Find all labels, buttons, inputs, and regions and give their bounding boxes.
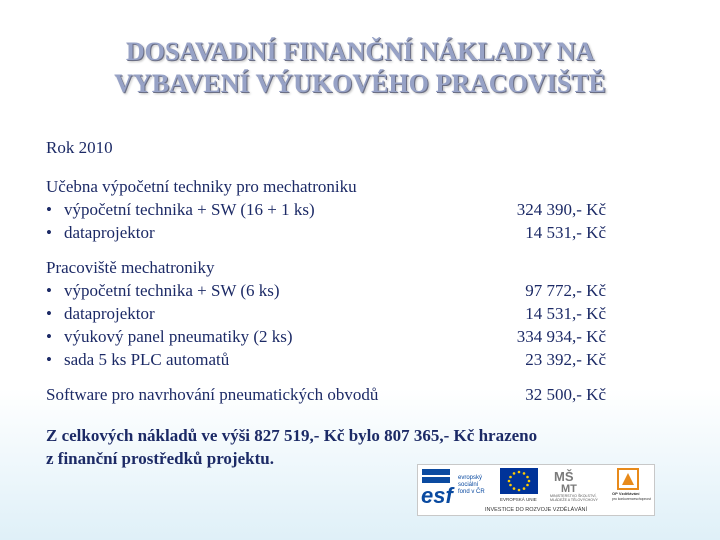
bullet-icon: • (46, 281, 52, 300)
esf-mark: esf (421, 483, 453, 508)
op-vk-logo (612, 469, 651, 501)
list-item (46, 198, 606, 221)
bullet-icon: • (46, 223, 52, 242)
item-label: výpočetní technika + SW (6 ks) (64, 281, 280, 300)
op-text-2: pro konkurenceschopnost (612, 497, 651, 501)
bullet-icon: • (46, 327, 52, 346)
item-amount: 23 392,- Kč (525, 350, 606, 369)
cost-list (46, 136, 606, 406)
title-line-2: VYBAVENÍ VÝUKOVÉHO PRACOVIŠTĚ (114, 69, 606, 98)
bullet-icon: • (46, 200, 52, 219)
msmt-text-2: MLÁDEŽE A TĚLOVÝCHOVY (550, 498, 598, 502)
msmt-text-1: MINISTERSTVO ŠKOLSTVÍ, (550, 494, 597, 498)
logos-footer: INVESTICE DO ROZVOJE VZDĚLÁVÁNÍ (484, 507, 588, 513)
item-amount: 14 531,- Kč (525, 223, 606, 242)
esf-text-1: evropský (458, 475, 483, 481)
item-label: sada 5 ks PLC automatů (64, 350, 230, 369)
bullet-icon: • (46, 304, 52, 323)
slide-title (40, 36, 680, 100)
list-item (46, 302, 606, 325)
item-label: dataprojektor (64, 304, 155, 323)
summary-line-2: z finanční prostředků projektu. (46, 449, 274, 468)
title-line-1: DOSAVADNÍ FINANČNÍ NÁKLADY NA (125, 37, 595, 66)
software-row (46, 383, 606, 406)
list-item (46, 348, 606, 371)
summary-line-1: Z celkových nákladů ve výši 827 519,- Kč bylo 807 365,- Kč hrazeno (46, 426, 538, 445)
item-label: výpočetní technika + SW (16 + 1 ks) (64, 200, 315, 219)
item-amount: 334 934,- Kč (516, 327, 606, 346)
item-amount: 324 390,- Kč (516, 200, 606, 219)
list-item (46, 325, 606, 348)
funding-logos (417, 464, 655, 516)
item-amount: 97 772,- Kč (525, 281, 606, 300)
cost-group-pracoviste (46, 256, 606, 371)
item-label: dataprojektor (64, 223, 155, 242)
cost-group-ucebna (46, 175, 606, 244)
eu-flag-logo (500, 468, 538, 502)
item-label: Software pro navrhování pneumatických obvodů (46, 385, 379, 404)
group-heading: Učebna výpočetní techniky pro mechatroniku (46, 177, 357, 196)
op-text-1: OP Vzdělávání (612, 491, 640, 496)
esf-logo (421, 469, 485, 508)
msmt-logo (550, 469, 598, 502)
group-heading: Pracoviště mechatroniky (46, 258, 215, 277)
esf-text-3: fond v ČR (458, 489, 485, 495)
esf-text-2: sociální (458, 482, 479, 488)
year-label: Rok 2010 (46, 138, 113, 157)
item-amount: 14 531,- Kč (525, 304, 606, 323)
list-item (46, 279, 606, 302)
msmt-mark-2: MT (561, 483, 577, 495)
item-amount: 32 500,- Kč (525, 385, 606, 404)
msmt-mark: MŠ (554, 469, 574, 484)
eu-text: EVROPSKÁ UNIE (500, 497, 537, 502)
bullet-icon: • (46, 350, 52, 369)
item-label: výukový panel pneumatiky (2 ks) (64, 327, 293, 346)
funding-logos-graphic (418, 465, 654, 515)
list-item (46, 221, 606, 244)
